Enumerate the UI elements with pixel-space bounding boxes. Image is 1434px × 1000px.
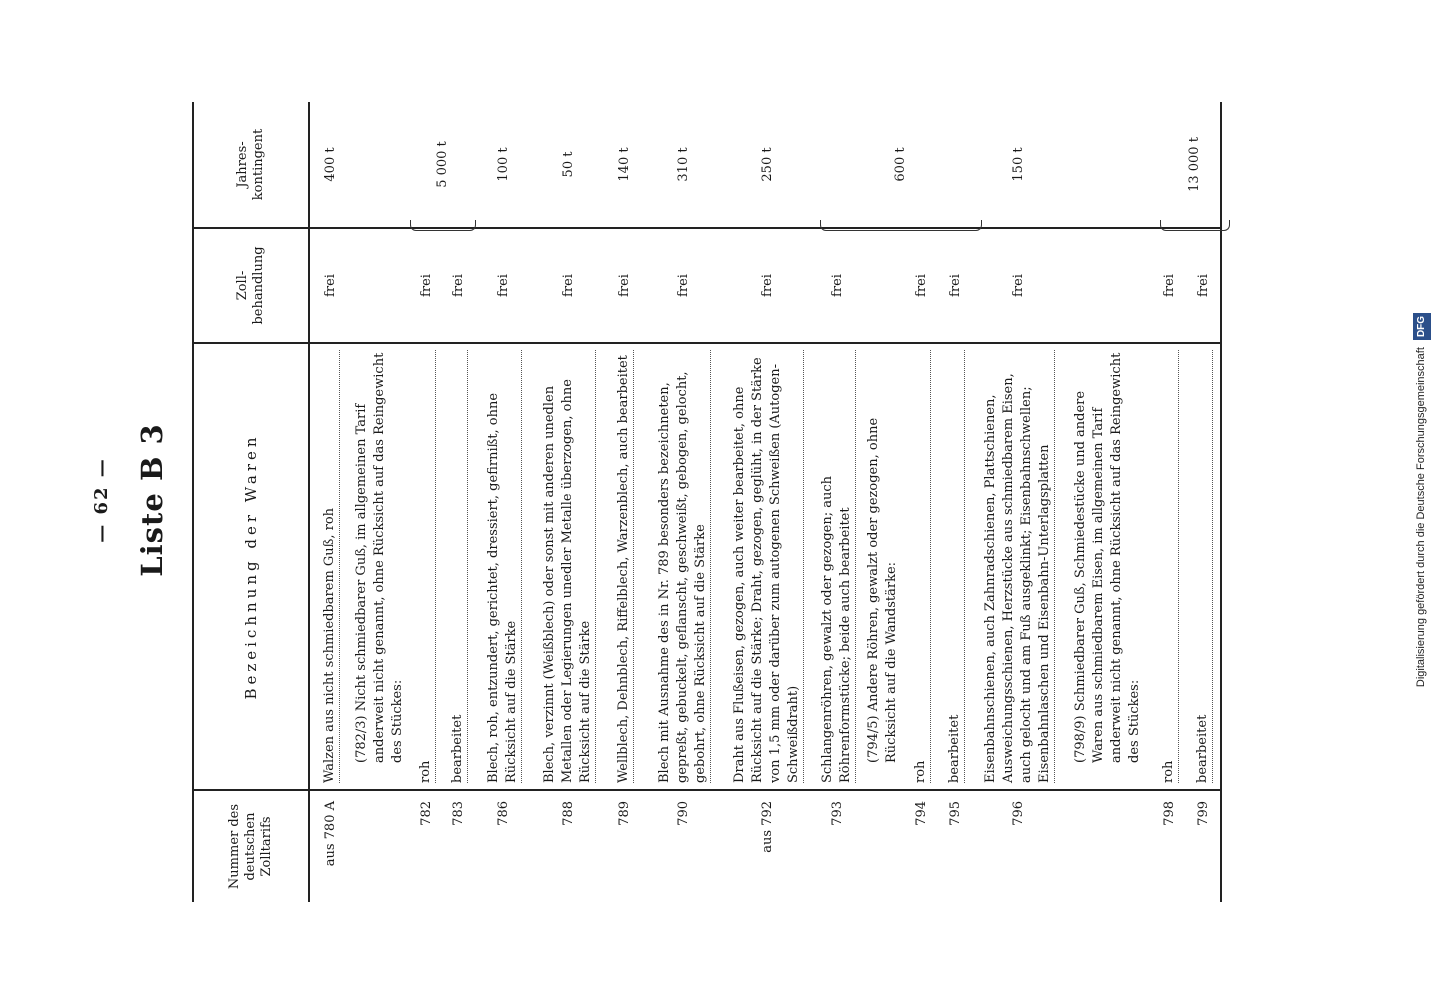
goods-description: Blech, roh, entzundert, gerichtet, dressiert, gefirnißt, ohne Rücksicht auf die Stärke	[485, 350, 522, 783]
goods-description: bearbeitet	[1194, 350, 1213, 783]
duty-treatment	[862, 227, 904, 342]
goods-description: Blech mit Ausnahme des in Nr. 789 besonders bezeichneten, gepreßt, gebuckelt, geflanscht, geschweißt, gebogen, gelocht, gebohrt, ohne Rücksicht auf die Stärke	[656, 350, 711, 783]
duty-treatment: frei	[474, 227, 532, 342]
tariff-number: 788	[532, 789, 604, 902]
duty-treatment: frei	[904, 227, 938, 342]
annual-quota: 150 t	[1010, 147, 1026, 182]
tariff-number: 790	[644, 789, 722, 902]
duty-treatment: frei	[972, 227, 1064, 342]
table-row	[604, 102, 644, 902]
table-row	[972, 102, 1064, 902]
header-quota: Jahres-kontingent	[235, 128, 266, 201]
table-header	[194, 102, 310, 902]
header-number: Nummer des deutschen Zolltarifs	[194, 789, 308, 902]
table-row	[722, 102, 812, 902]
tariff-table	[192, 102, 1222, 902]
annual-quota: 100 t	[495, 147, 511, 182]
page-number: — 62 —	[91, 457, 112, 543]
annual-quota: 250 t	[759, 147, 775, 182]
goods-description: (782/3) Nicht schmiedbarer Guß, im allgemeinen Tarif anderweit nicht genannt, ohne Rücksicht auf das Reingewicht des Stückes:	[354, 352, 405, 763]
annual-quota: 310 t	[675, 147, 691, 182]
duty-treatment: frei	[644, 227, 722, 342]
tariff-number: 795	[938, 789, 972, 902]
tariff-number: 786	[474, 789, 532, 902]
goods-description: roh	[417, 350, 436, 783]
tariff-number: aus 792	[722, 789, 812, 902]
tariff-number: aus 780 A	[310, 789, 350, 902]
duty-treatment: frei	[1186, 227, 1220, 342]
duty-treatment: frei	[442, 227, 474, 342]
goods-description: Walzen aus nicht schmiedbarem Guß, roh	[321, 350, 340, 783]
duty-treatment: frei	[410, 227, 442, 342]
goods-description: roh	[1160, 350, 1179, 783]
table-row	[644, 102, 722, 902]
tariff-number	[350, 789, 410, 902]
header-treatment: Zoll-behandlung	[194, 227, 308, 342]
tariff-number	[1064, 789, 1152, 902]
goods-description: bearbeitet	[449, 350, 468, 783]
goods-description: Draht aus Flußeisen, gezogen, auch weiter bearbeitet, ohne Rücksicht auf die Stärke; Draht, gezogen, geglüht, in der Stärke von 1,5 mm oder darüber zum autogenen Schweißen (Autogen-Schweißdraht)	[731, 350, 804, 783]
table-row	[532, 102, 604, 902]
table-row	[350, 102, 410, 902]
duty-treatment: frei	[722, 227, 812, 342]
goods-description: roh	[912, 350, 931, 783]
tariff-number	[862, 789, 904, 902]
duty-treatment: frei	[938, 227, 972, 342]
duty-treatment: frei	[604, 227, 644, 342]
goods-description: (794/5) Andere Röhren, gewalzt oder gezogen, ohne Rücksicht auf die Wandstärke:	[866, 417, 899, 763]
table-row	[474, 102, 532, 902]
goods-description: (798/9) Schmiedbarer Guß, Schmiedestücke und andere Waren aus schmiedbarem Eisen, im allgemeinen Tarif anderweit nicht genannt, ohne Rücksicht auf das Reingewicht des Stückes:	[1073, 352, 1142, 763]
goods-description: Schlangenröhren, gewalzt oder gezogen; auch Röhrenformstücke; beide auch bearbeitet	[819, 350, 856, 783]
annual-quota: 50 t	[560, 151, 576, 178]
table-body	[310, 102, 1220, 902]
annual-quota-shared: 5 000 t	[434, 141, 450, 188]
goods-description: Wellblech, Dehnblech, Riffelblech, Warzenblech, auch bearbeitet	[615, 350, 634, 783]
digitization-credit	[1412, 0, 1430, 1000]
annual-quota-shared: 13 000 t	[1186, 137, 1202, 192]
tariff-number: 793	[812, 789, 862, 902]
tariff-number: 783	[442, 789, 474, 902]
duty-treatment	[350, 227, 410, 342]
tariff-number: 798	[1152, 789, 1186, 902]
goods-description: Eisenbahnschienen, auch Zahnradschienen, Plattschienen, Ausweichungsschienen, Herzstücke aus schmiedbarem Eisen, auch gelocht und am Fuß ausgeklinkt; Eisenbahnschwellen; Eisenbahnlaschen und Eisenbahn-Unterlagsplatten	[982, 350, 1055, 783]
dfg-logo: DFG	[1413, 313, 1431, 340]
tariff-number: 796	[972, 789, 1064, 902]
table-row	[1064, 102, 1152, 902]
annual-quota: 140 t	[616, 147, 632, 182]
tariff-number: 794	[904, 789, 938, 902]
duty-treatment: frei	[532, 227, 604, 342]
duty-treatment: frei	[1152, 227, 1186, 342]
duty-treatment	[1064, 227, 1152, 342]
header-description: Bezeichnung der Waren	[194, 342, 308, 789]
tariff-number: 782	[410, 789, 442, 902]
tariff-number: 799	[1186, 789, 1220, 902]
annual-quota: 400 t	[322, 147, 338, 182]
goods-description: bearbeitet	[946, 350, 965, 783]
table-row	[310, 102, 350, 902]
tariff-number: 789	[604, 789, 644, 902]
credit-text: Digitalisierung gefördert durch die Deutsche Forschungsgemeinschaft	[1415, 347, 1427, 688]
annual-quota-shared: 600 t	[892, 147, 908, 182]
duty-treatment: frei	[812, 227, 862, 342]
goods-description: Blech, verzinnt (Weißblech) oder sonst mit anderen unedlen Metallen oder Legierungen unedler Metalle überzogen, ohne Rücksicht auf die Stärke	[541, 350, 596, 783]
duty-treatment: frei	[310, 227, 350, 342]
page-title: Liste B 3	[135, 423, 169, 577]
